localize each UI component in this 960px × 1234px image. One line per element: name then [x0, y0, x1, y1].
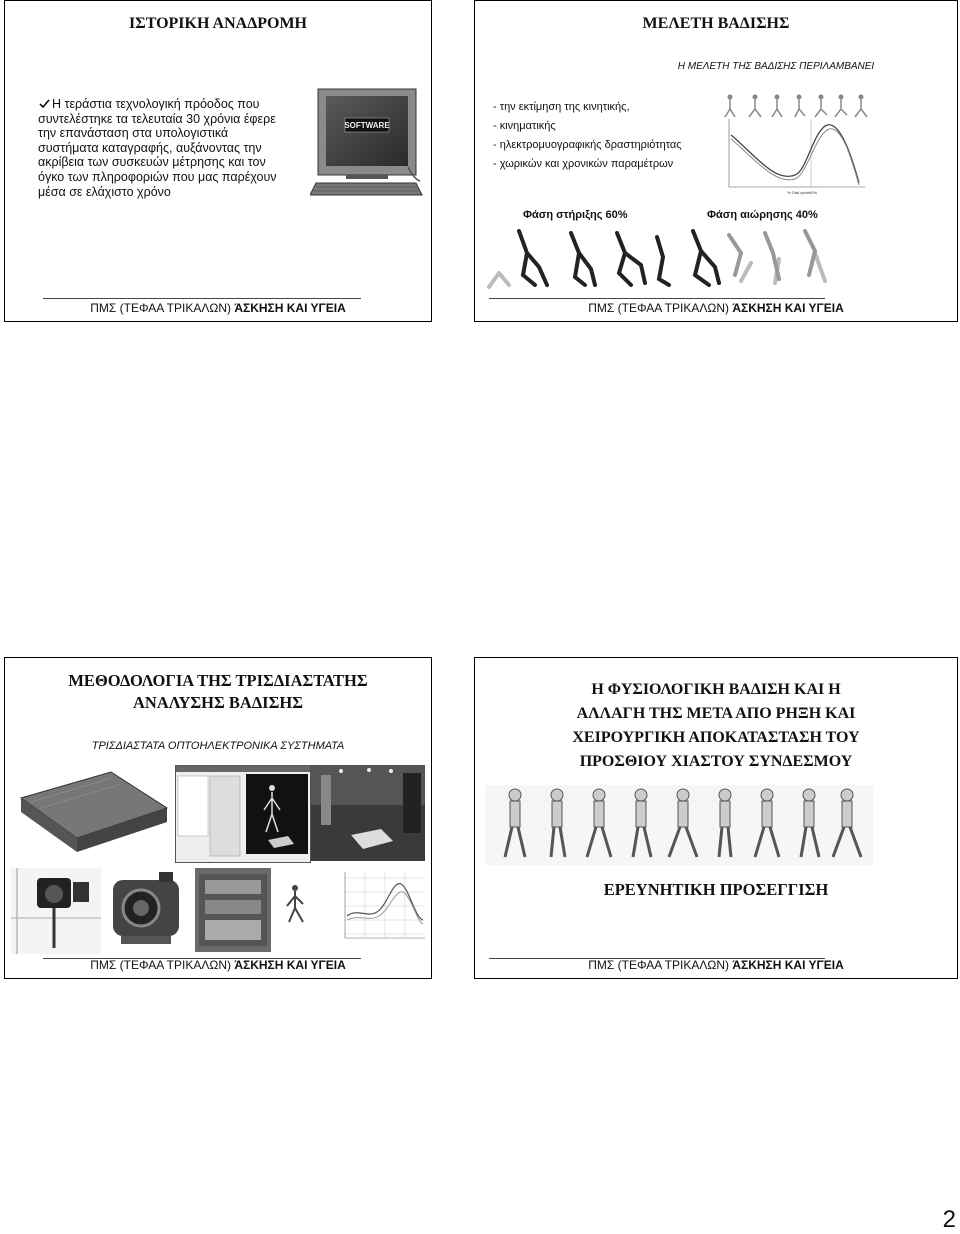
- page-number: 2: [942, 1206, 956, 1233]
- list-item: - ηλεκτρομυογραφικής δραστηριότητας: [493, 139, 682, 151]
- title-line: ΜΕΘΟΔΟΛΟΓΙΑ ΤΗΣ ΤΡΙΣΔΙΑΣΤΑΤΗΣ: [68, 671, 368, 690]
- graph-xlabel: % Gait cycle: [787, 190, 810, 195]
- text-line: ακρίβεια των συσκευών μέτρησης και τον: [38, 155, 266, 170]
- footer-rule: [489, 298, 825, 299]
- title-line: ΑΛΛΑΓΗ ΤΗΣ ΜΕΤΑ ΑΠΟ ΡΗΞΗ ΚΑΙ: [576, 705, 856, 722]
- walking-skeleton-sequence-image: [479, 223, 839, 293]
- slide-historical-review: [4, 0, 432, 322]
- monitor-label: SOFTWARE: [344, 121, 390, 130]
- slide-title: [5, 670, 431, 714]
- stance-phase-label: Φάση στήριξης 60%: [523, 209, 628, 221]
- computer-monitor-image: [310, 87, 424, 207]
- slide-subtitle: ΤΡΙΣΔΙΑΣΤΑΤΑ ΟΠΤΟΗΛΕΚΤΡΟΝΙΚΑ ΣΥΣΤΗΜΑΤΑ: [91, 740, 345, 752]
- text-line: την επανάσταση στα υπολογιστικά: [38, 126, 229, 141]
- title-line: ΠΡΟΣΘΙΟΥ ΧΙΑΣΤΟΥ ΣΥΝΔΕΣΜΟΥ: [579, 753, 853, 770]
- text-line: Η τεράστια τεχνολογική πρόοδος που: [52, 97, 260, 111]
- slide-footer: ΠΜΣ (ΤΕΦΑΑ ΤΡΙΚΑΛΩΝ) ΆΣΚΗΣΗ ΚΑΙ ΥΓΕΙΑ: [588, 958, 844, 972]
- graph-mark: 60%: [809, 190, 818, 195]
- slide-subtitle: Η ΜΕΛΕΤΗ ΤΗΣ ΒΑΔΙΣΗΣ ΠΕΡΙΛΑΜΒΑΝΕΙ: [677, 61, 875, 72]
- kinematic-graph-image: [335, 868, 427, 946]
- infrared-camera-photo: [101, 866, 193, 952]
- slide-3d-methodology: [4, 657, 432, 979]
- force-plate-image: [11, 762, 171, 862]
- study-items-list: [493, 98, 733, 174]
- list-item: - κινηματικής: [493, 120, 556, 132]
- walking-person-sequence-image: [485, 785, 873, 865]
- title-line: ΧΕΙΡΟΥΡΓΙΚΗ ΑΠΟΚΑΤΑΣΤΑΣΗ ΤΟΥ: [572, 729, 860, 746]
- footer-rule: [43, 298, 361, 299]
- slide-title: ΜΕΛΕΤΗ ΒΑΔΙΣΗΣ: [642, 15, 790, 32]
- intro-paragraph: [38, 97, 298, 199]
- slide-footer: ΠΜΣ (ΤΕΦΑΑ ΤΡΙΚΑΛΩΝ) ΆΣΚΗΣΗ ΚΑΙ ΥΓΕΙΑ: [588, 301, 844, 315]
- list-item: - χωρικών και χρονικών παραμέτρων: [493, 158, 674, 170]
- swing-phase-label: Φάση αιώρησης 40%: [707, 209, 818, 221]
- text-line: συστήματα καταγραφής, αυξάνοντας την: [38, 140, 262, 155]
- analysis-software-screenshot: [175, 765, 311, 863]
- text-line: όγκο των πληροφοριών που μας παρέχουν: [38, 169, 277, 184]
- slide-subtitle: ΕΡΕΥΝΗΤΙΚΗ ΠΡΟΣΕΓΓΙΣΗ: [603, 880, 829, 899]
- slide-title: [475, 678, 957, 774]
- text-line: συντελέστηκε τα τελευταία 30 χρόνια έφερε: [38, 111, 276, 126]
- slide-footer: ΠΜΣ (ΤΕΦΑΑ ΤΡΙΚΑΛΩΝ) ΆΣΚΗΣΗ ΚΑΙ ΥΓΕΙΑ: [90, 301, 346, 315]
- walking-figure-image: [275, 878, 335, 938]
- slide-title: ΙΣΤΟΡΙΚΗ ΑΝΑΔΡΟΜΗ: [129, 15, 307, 32]
- slide-acl-gait: [474, 657, 958, 979]
- title-line: Η ΦΥΣΙΟΛΟΓΙΚΗ ΒΑΔΙΣΗ ΚΑΙ Η: [591, 681, 841, 698]
- gait-lab-photo: [311, 765, 425, 861]
- equipment-rack-photo: [195, 868, 271, 952]
- list-item: - την εκτίμηση της κινητικής,: [493, 101, 630, 113]
- gait-cycle-graph: [715, 91, 875, 196]
- title-line: ΑΝΑΛΥΣΗΣ ΒΑΔΙΣΗΣ: [132, 693, 303, 712]
- slide-gait-study: [474, 0, 958, 322]
- motion-camera-photo: [11, 868, 101, 954]
- text-line: μέσα σε ελάχιστο χρόνο: [38, 184, 171, 199]
- slide-footer: ΠΜΣ (ΤΕΦΑΑ ΤΡΙΚΑΛΩΝ) ΆΣΚΗΣΗ ΚΑΙ ΥΓΕΙΑ: [90, 958, 346, 972]
